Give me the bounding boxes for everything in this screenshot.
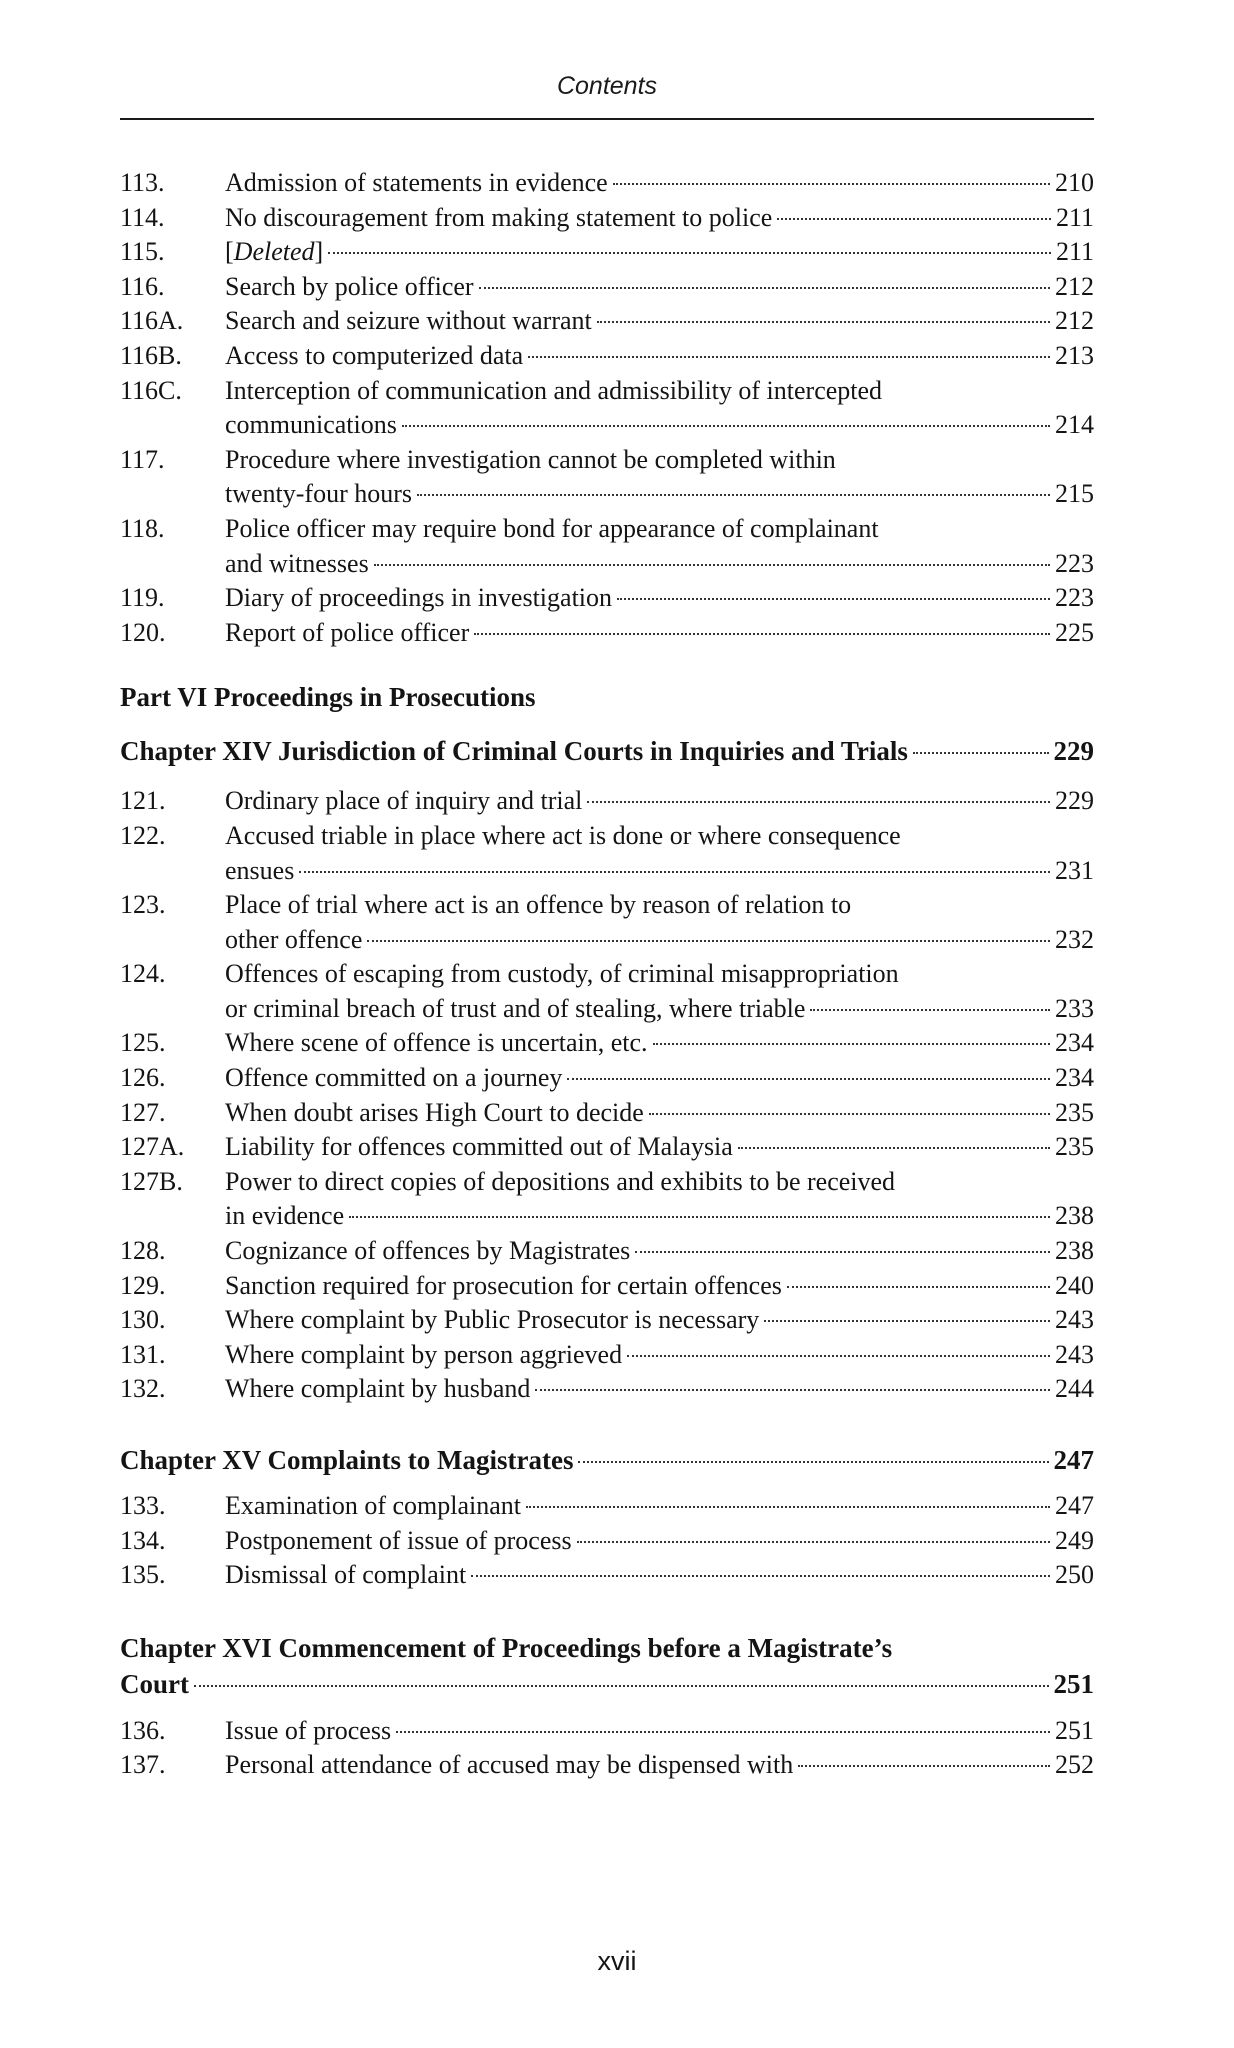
page-number-ref: 247 bbox=[1055, 1491, 1094, 1520]
section-title-line bbox=[225, 1748, 1094, 1783]
dot-leader bbox=[194, 1685, 1049, 1687]
page-number-ref: 235 bbox=[1055, 1132, 1094, 1162]
toc-entry bbox=[120, 1061, 1094, 1096]
dot-leader bbox=[613, 183, 1050, 185]
toc-entry bbox=[120, 1372, 1094, 1407]
title-text: Offences of escaping from custody, of criminal misappropriation bbox=[225, 959, 899, 989]
section-title-line bbox=[225, 957, 1094, 992]
section-title bbox=[225, 616, 1094, 651]
page-number: xvii bbox=[597, 1946, 637, 1976]
section-title-line bbox=[225, 1303, 1094, 1338]
chapter-title-line: Court bbox=[120, 1668, 189, 1699]
dot-leader bbox=[913, 752, 1049, 754]
dot-leader bbox=[653, 1043, 1050, 1045]
page-number-ref: 223 bbox=[1055, 583, 1094, 613]
section-number: 126. bbox=[120, 1063, 166, 1093]
page-number-ref: 249 bbox=[1055, 1525, 1094, 1555]
title-text: Power to direct copies of depositions and exhibits to be received bbox=[225, 1166, 896, 1196]
dot-leader bbox=[810, 1009, 1050, 1011]
dot-leader bbox=[367, 940, 1050, 942]
section-number: 127B. bbox=[120, 1166, 183, 1196]
dot-leader bbox=[617, 598, 1050, 600]
title-text: Cognizance of offences by Magistrates bbox=[225, 1236, 631, 1266]
toc-entry bbox=[120, 819, 1094, 888]
section-number: 113. bbox=[120, 168, 165, 197]
title-text: communications bbox=[225, 410, 397, 440]
toc-entry bbox=[120, 581, 1094, 616]
section-title-line bbox=[225, 408, 1094, 443]
title-text: Procedure where investigation cannot be completed within bbox=[225, 444, 836, 474]
section-number: 133. bbox=[120, 1491, 166, 1520]
section-title bbox=[225, 888, 1094, 957]
section-title-line bbox=[225, 1026, 1094, 1061]
toc-group-part-v bbox=[120, 166, 1094, 650]
title-text: Dismissal of complaint bbox=[225, 1560, 467, 1590]
section-number: 116A. bbox=[120, 306, 184, 336]
section-number: 116. bbox=[120, 271, 165, 301]
toc-entry bbox=[120, 443, 1094, 512]
toc-entry bbox=[120, 1130, 1094, 1165]
page-number-ref: 234 bbox=[1055, 1063, 1094, 1093]
page-number-ref: 212 bbox=[1055, 306, 1094, 336]
dot-leader bbox=[577, 1541, 1050, 1543]
dot-leader bbox=[374, 564, 1050, 566]
title-text: Search and seizure without warrant bbox=[225, 306, 592, 336]
section-title bbox=[225, 166, 1094, 201]
section-number: 127A. bbox=[120, 1132, 185, 1162]
toc-entry bbox=[120, 166, 1094, 201]
dot-leader bbox=[627, 1355, 1050, 1357]
section-number: 131. bbox=[120, 1339, 166, 1369]
page-number-ref: 238 bbox=[1055, 1201, 1094, 1231]
section-title-line bbox=[225, 443, 1094, 478]
section-number: 130. bbox=[120, 1305, 166, 1335]
title-text: other offence bbox=[225, 924, 363, 954]
title-text: Place of trial where act is an offence by reason of relation to bbox=[225, 890, 852, 920]
page-number-ref: 213 bbox=[1055, 340, 1094, 370]
dot-leader bbox=[396, 1731, 1050, 1733]
section-title bbox=[225, 512, 1094, 581]
chapter-title-line: Chapter XVI Commencement of Proceedings before a Magistrate’s bbox=[120, 1632, 893, 1663]
title-text: Report of police officer bbox=[225, 617, 470, 647]
page-number-ref: 233 bbox=[1055, 993, 1094, 1023]
section-title bbox=[225, 339, 1094, 374]
chapter-title: Chapter XIV Jurisdiction of Criminal Courts in Inquiries and Trials bbox=[120, 736, 908, 767]
title-text: Interception of communication and admissibility of intercepted bbox=[225, 375, 883, 405]
title-text: twenty-four hours bbox=[225, 479, 413, 509]
toc-entry bbox=[120, 1303, 1094, 1338]
title-text: Examination of complainant bbox=[225, 1491, 522, 1520]
title-text: Ordinary place of inquiry and trial bbox=[225, 786, 583, 816]
section-title-line bbox=[225, 581, 1094, 616]
section-title bbox=[225, 1558, 1094, 1593]
title-text: and witnesses bbox=[225, 548, 369, 578]
title-text: Personal attendance of accused may be dispensed with bbox=[225, 1750, 794, 1780]
chapter-page: 247 bbox=[1053, 1445, 1094, 1475]
dot-leader bbox=[738, 1147, 1050, 1149]
section-title-line bbox=[225, 235, 1094, 270]
toc-entry bbox=[120, 235, 1094, 270]
page-number-ref: 214 bbox=[1055, 410, 1094, 440]
title-text: in evidence bbox=[225, 1201, 345, 1231]
toc-group-chapter-xvi bbox=[120, 1714, 1094, 1783]
section-number: 125. bbox=[120, 1028, 166, 1058]
toc-entry bbox=[120, 1026, 1094, 1061]
toc-entry bbox=[120, 1558, 1094, 1593]
section-title bbox=[225, 270, 1094, 305]
dot-leader bbox=[471, 1575, 1050, 1577]
dot-leader bbox=[567, 1078, 1050, 1080]
dot-leader bbox=[528, 356, 1050, 358]
section-title bbox=[225, 1489, 1094, 1524]
section-title-line bbox=[225, 1558, 1094, 1593]
page-number-ref: 250 bbox=[1055, 1560, 1094, 1590]
page-number-ref: 252 bbox=[1055, 1750, 1094, 1780]
section-title bbox=[225, 374, 1094, 443]
section-number: 124. bbox=[120, 959, 166, 989]
section-title-line bbox=[225, 374, 1094, 409]
running-header: Contents bbox=[556, 72, 658, 100]
section-number: 127. bbox=[120, 1097, 166, 1127]
toc-entry bbox=[120, 270, 1094, 305]
dot-leader bbox=[479, 287, 1050, 289]
title-text: Where scene of offence is uncertain, etc. bbox=[225, 1028, 648, 1058]
section-title bbox=[225, 1234, 1094, 1269]
title-text: Access to computerized data bbox=[225, 340, 524, 370]
page-number-ref: 232 bbox=[1055, 924, 1094, 954]
dot-leader bbox=[787, 1286, 1050, 1288]
section-number: 115. bbox=[120, 237, 165, 267]
dot-leader bbox=[764, 1320, 1050, 1322]
toc-entry bbox=[120, 1096, 1094, 1131]
section-title bbox=[225, 235, 1094, 270]
section-title-line bbox=[225, 784, 1094, 819]
toc-entry bbox=[120, 1338, 1094, 1373]
page-number-ref: 240 bbox=[1055, 1270, 1094, 1300]
page-number-ref: 244 bbox=[1055, 1374, 1094, 1404]
section-title-line bbox=[225, 888, 1094, 923]
toc-entry bbox=[120, 616, 1094, 651]
toc-entry bbox=[120, 1269, 1094, 1304]
dot-leader bbox=[635, 1251, 1050, 1253]
section-title bbox=[225, 1524, 1094, 1559]
title-text: or criminal breach of trust and of stealing, where triable bbox=[225, 993, 806, 1023]
section-title bbox=[225, 304, 1094, 339]
title-text: Diary of proceedings in investigation bbox=[225, 583, 613, 613]
toc-entry bbox=[120, 304, 1094, 339]
section-title-line bbox=[225, 1130, 1094, 1165]
title-text: No discouragement from making statement to police bbox=[225, 202, 773, 232]
toc-entry bbox=[120, 374, 1094, 443]
toc-entry bbox=[120, 1165, 1094, 1234]
section-title bbox=[225, 1338, 1094, 1373]
section-number: 123. bbox=[120, 890, 166, 920]
section-title bbox=[225, 1748, 1094, 1783]
page-number-ref: 231 bbox=[1055, 855, 1094, 885]
page-number-ref: 235 bbox=[1055, 1097, 1094, 1127]
section-number: 122. bbox=[120, 820, 166, 850]
dot-leader bbox=[474, 633, 1050, 635]
section-number: 128. bbox=[120, 1236, 166, 1266]
toc-entry bbox=[120, 339, 1094, 374]
section-title-line bbox=[225, 304, 1094, 339]
section-title bbox=[225, 1269, 1094, 1304]
section-title bbox=[225, 1372, 1094, 1407]
title-text: Where complaint by husband bbox=[225, 1374, 531, 1404]
toc-entry bbox=[120, 1234, 1094, 1269]
section-title-line bbox=[225, 1096, 1094, 1131]
toc-entry bbox=[120, 201, 1094, 236]
dot-leader bbox=[349, 1216, 1050, 1218]
dot-leader bbox=[417, 494, 1050, 496]
section-title-line bbox=[225, 1338, 1094, 1373]
section-title bbox=[225, 784, 1094, 819]
section-title-line bbox=[225, 1489, 1094, 1524]
section-number: 119. bbox=[120, 583, 165, 613]
section-title-line bbox=[225, 819, 1094, 854]
section-title bbox=[225, 1026, 1094, 1061]
section-title bbox=[225, 1303, 1094, 1338]
toc-entry bbox=[120, 512, 1094, 581]
section-number: 116B. bbox=[120, 340, 182, 370]
section-number: 137. bbox=[120, 1750, 166, 1780]
title-text: Issue of process bbox=[225, 1715, 392, 1745]
section-title-line bbox=[225, 923, 1094, 958]
dot-leader bbox=[587, 801, 1050, 803]
chapter-xvi-heading bbox=[120, 1630, 1094, 1702]
dot-leader bbox=[526, 1506, 1050, 1508]
section-title-line bbox=[225, 854, 1094, 889]
page-number-ref: 211 bbox=[1055, 202, 1094, 232]
dot-leader bbox=[535, 1389, 1050, 1391]
section-number: 136. bbox=[120, 1715, 166, 1745]
toc-entry bbox=[120, 1714, 1094, 1749]
title-text: Sanction required for prosecution for certain offences bbox=[225, 1270, 782, 1300]
section-title bbox=[225, 957, 1094, 1026]
section-number: 135. bbox=[120, 1560, 166, 1590]
dot-leader bbox=[578, 1461, 1048, 1463]
section-title bbox=[225, 819, 1094, 888]
section-title-line bbox=[225, 1524, 1094, 1559]
page-number-ref: 243 bbox=[1055, 1305, 1094, 1335]
chapter-xiv-heading bbox=[120, 733, 1094, 769]
dot-leader bbox=[798, 1765, 1050, 1767]
page-number-ref: 243 bbox=[1055, 1339, 1094, 1369]
title-text: Postponement of issue of process bbox=[225, 1525, 572, 1555]
title-text: When doubt arises High Court to decide bbox=[225, 1097, 644, 1127]
section-number: 117. bbox=[120, 444, 165, 474]
section-title-line bbox=[225, 992, 1094, 1027]
section-title bbox=[225, 1096, 1094, 1131]
section-title bbox=[225, 1165, 1094, 1234]
section-title-line bbox=[225, 547, 1094, 582]
section-number: 121. bbox=[120, 786, 166, 816]
title-text: Offence committed on a journey bbox=[225, 1063, 563, 1093]
section-title bbox=[225, 1130, 1094, 1165]
toc-entry bbox=[120, 1524, 1094, 1559]
part-heading: Part VI Proceedings in Prosecutions bbox=[120, 682, 536, 713]
toc-group-chapter-xiv bbox=[120, 784, 1094, 1407]
section-title bbox=[225, 1714, 1094, 1749]
title-text: Where complaint by Public Prosecutor is necessary bbox=[225, 1305, 760, 1335]
title-text: [Deleted] bbox=[225, 237, 324, 267]
section-title-line bbox=[225, 1714, 1094, 1749]
section-title bbox=[225, 1061, 1094, 1096]
section-title-line bbox=[225, 166, 1094, 201]
title-text: Search by police officer bbox=[225, 271, 474, 301]
chapter-title: Chapter XV Complaints to Magistrates bbox=[120, 1445, 574, 1475]
page-number-ref: 210 bbox=[1055, 168, 1094, 197]
chapter-xv-heading bbox=[120, 1442, 1094, 1478]
chapter-page: 229 bbox=[1053, 736, 1094, 767]
toc-entry bbox=[120, 888, 1094, 957]
section-number: 129. bbox=[120, 1270, 166, 1300]
page-number-ref: 215 bbox=[1055, 479, 1094, 509]
title-text: ensues bbox=[225, 855, 295, 885]
section-number: 132. bbox=[120, 1374, 166, 1404]
toc-entry bbox=[120, 957, 1094, 1026]
section-title bbox=[225, 581, 1094, 616]
section-title-line bbox=[225, 1061, 1094, 1096]
page-number-ref: 234 bbox=[1055, 1028, 1094, 1058]
section-title bbox=[225, 443, 1094, 512]
header-rule bbox=[120, 118, 1094, 120]
section-title-line bbox=[225, 477, 1094, 512]
page-number-ref: 223 bbox=[1055, 548, 1094, 578]
section-title bbox=[225, 201, 1094, 236]
page-number-ref: 212 bbox=[1055, 271, 1094, 301]
section-number: 120. bbox=[120, 617, 166, 647]
page-number-ref: 229 bbox=[1055, 786, 1094, 816]
title-text: Police officer may require bond for appearance of complainant bbox=[225, 513, 879, 543]
section-title-line bbox=[225, 1165, 1094, 1200]
title-text: Where complaint by person aggrieved bbox=[225, 1339, 623, 1369]
section-title-line bbox=[225, 201, 1094, 236]
toc-group-chapter-xv bbox=[120, 1489, 1094, 1593]
page-number-ref: 225 bbox=[1055, 617, 1094, 647]
dot-leader bbox=[777, 218, 1051, 220]
dot-leader bbox=[597, 321, 1050, 323]
dot-leader bbox=[649, 1113, 1050, 1115]
table-of-contents bbox=[120, 166, 1094, 1783]
dot-leader bbox=[402, 425, 1050, 427]
section-number: 114. bbox=[120, 202, 165, 232]
title-text: Admission of statements in evidence bbox=[225, 168, 608, 197]
dot-leader bbox=[299, 871, 1050, 873]
section-title-line bbox=[225, 1199, 1094, 1234]
section-number: 116C. bbox=[120, 375, 182, 405]
page-number-ref: 238 bbox=[1055, 1236, 1094, 1266]
section-number: 134. bbox=[120, 1525, 166, 1555]
dot-leader bbox=[328, 252, 1051, 254]
section-number: 118. bbox=[120, 513, 165, 543]
section-title-line bbox=[225, 512, 1094, 547]
section-title-line bbox=[225, 1372, 1094, 1407]
chapter-page: 251 bbox=[1053, 1668, 1094, 1699]
page-number-ref: 251 bbox=[1055, 1715, 1094, 1745]
page-number-ref: 211 bbox=[1055, 237, 1094, 267]
toc-entry bbox=[120, 1748, 1094, 1783]
section-title-line bbox=[225, 1269, 1094, 1304]
title-text: Accused triable in place where act is done or where consequence bbox=[225, 820, 901, 850]
toc-entry bbox=[120, 1489, 1094, 1524]
section-title-line bbox=[225, 616, 1094, 651]
title-text: Liability for offences committed out of Malaysia bbox=[225, 1132, 733, 1162]
section-title-line bbox=[225, 339, 1094, 374]
toc-entry bbox=[120, 784, 1094, 819]
section-title-line bbox=[225, 1234, 1094, 1269]
section-title-line bbox=[225, 270, 1094, 305]
